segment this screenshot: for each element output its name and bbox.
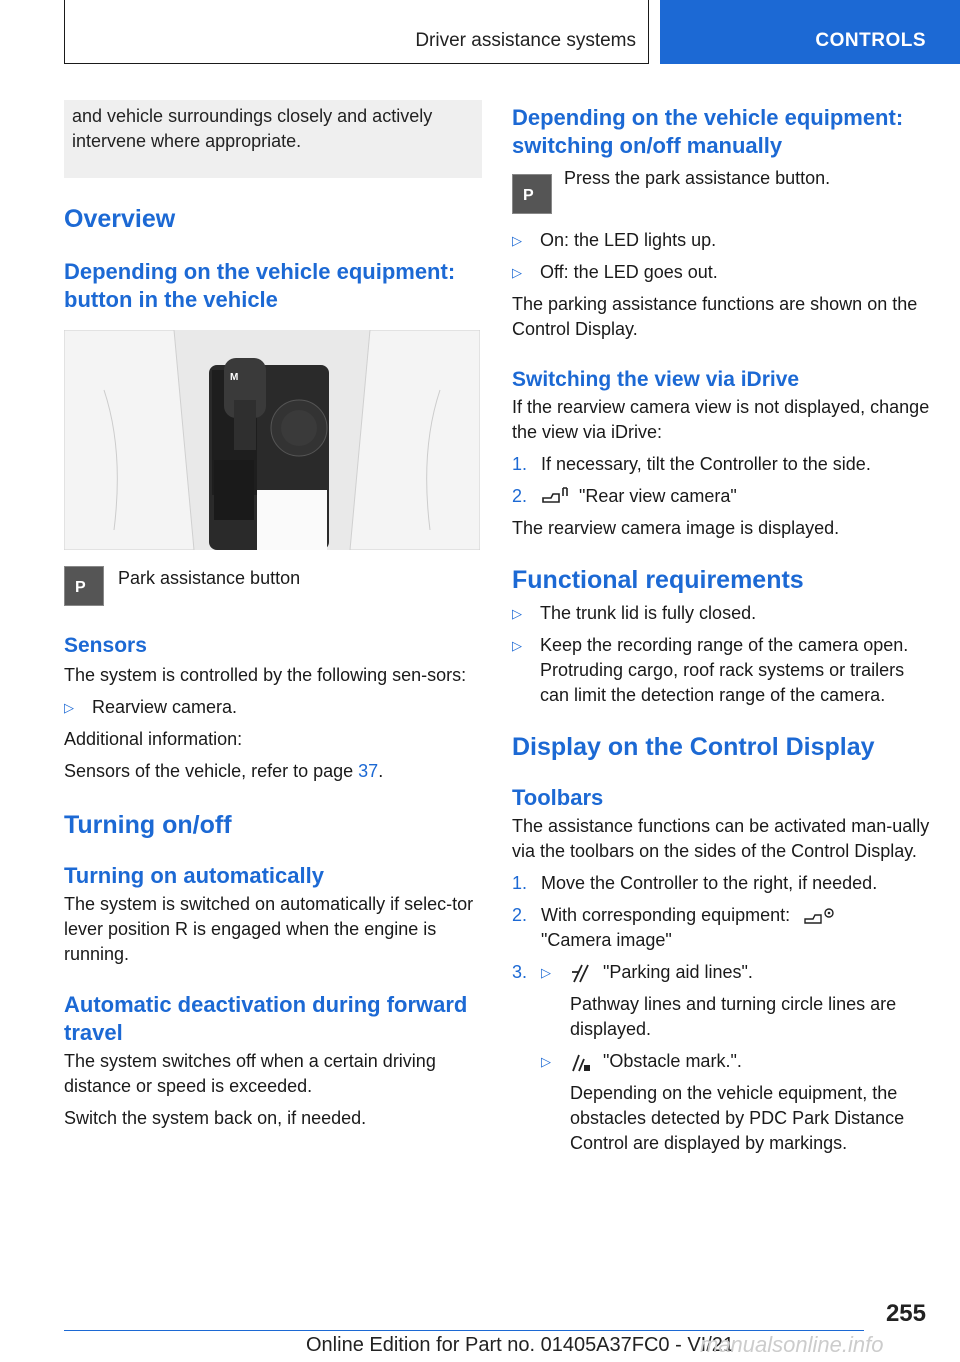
header-section-box [64,0,649,64]
step-number: 1. [512,454,528,474]
header-section-title: Driver assistance systems [415,30,636,51]
list-item [512,871,932,896]
page-number: 255 [885,1300,926,1327]
lines-description: Pathway lines and turning circle lines are displayed. [570,994,897,1039]
list-item [512,903,932,953]
svg-text:M: M [230,372,239,383]
triangle-bullet-icon: ▷ [512,638,522,653]
step-number: 2. [512,905,528,925]
list-item [512,633,932,708]
step-number: 1. [512,873,528,893]
watermark: manualsonline.info [700,1332,884,1357]
sensors-heading: Sensors [64,634,147,657]
list-item [512,601,932,626]
left-column [64,100,482,1131]
switch-view-text: If the rearview camera view is not displayed, change the view via iDrive: [512,397,930,442]
manual-heading: Depending on the vehicle equipment: switching on/off manually [512,105,904,158]
list-item [512,228,932,253]
center-console-image [64,330,480,550]
triangle-bullet-icon: ▷ [541,965,551,980]
park-button-caption-row [64,566,482,606]
list-item [512,452,932,477]
list-item [512,960,932,1156]
step-body [541,960,932,1156]
list-item [512,260,932,285]
rear-view-camera-icon [541,484,571,506]
park-assist-icon [512,174,552,214]
auto-text: The system is switched on automatically if selec-tor lever position R is engaged when the engine is running. [64,894,474,964]
requirement-text: Keep the recording range of the camera open. Protruding cargo, roof rack systems or trailers can limit the detection range of the camera. [540,635,909,705]
sub-item-body [570,1049,932,1156]
step-text: Move the Controller to the right, if needed. [541,873,878,893]
overview-heading: Overview [64,205,176,233]
press-text: Press the park assistance button. [564,168,831,188]
requirement-text: The trunk lid is fully closed. [540,603,757,623]
deactivation-heading: Automatic deactivation during forward travel [64,992,468,1045]
parking-aid-lines-text: "Parking aid lines". [603,962,753,982]
obstacle-description: Depending on the vehicle equipment, the obstacles detected by PDC Park Distance Control are displayed by markings. [570,1083,905,1153]
obstacle-mark-icon [570,1051,592,1073]
step-text-2: "Camera image" [541,930,672,950]
displayed-text: The rearview camera image is displayed. [512,518,840,538]
header-chapter-tab [660,0,960,64]
turning-heading: Turning on/off [64,811,232,839]
step-number: 2. [512,486,528,506]
press-button-row [512,168,932,214]
list-item [64,695,482,720]
step-number: 3. [512,962,528,982]
obstacle-text: "Obstacle mark.". [603,1051,742,1071]
deactivation-text: The system switches off when a certain driving distance or speed is exceeded. [64,1051,436,1096]
switch-view-heading: Switching the view via iDrive [512,368,800,391]
triangle-bullet-icon: ▷ [512,265,522,280]
header-chapter-title: CONTROLS [815,30,926,51]
right-column [512,104,932,1156]
sensors-item: Rearview camera. [92,697,238,717]
toolbars-heading: Toolbars [512,785,604,810]
park-assist-icon [64,566,104,606]
camera-settings-icon [803,905,837,927]
additional-info: Additional information: [64,729,243,749]
sensors-ref-text: Sensors of the vehicle, refer to page [64,761,359,781]
off-item: Off: the LED goes out. [540,262,718,282]
park-button-caption: Park assistance button [118,568,301,588]
center-console-illustration [64,330,480,550]
list-item [512,484,932,509]
on-item: On: the LED lights up. [540,230,717,250]
triangle-bullet-icon: ▷ [64,700,74,715]
step-text: With corresponding equipment: [541,905,791,925]
toolbars-text: The assistance functions can be activated man-ually via the toolbars on the sides of the Control Display. [512,816,930,861]
step-text: "Rear view camera" [579,486,737,506]
button-heading: Depending on the vehicle equipment: button in the vehicle [64,259,456,312]
step-text: If necessary, tilt the Controller to the side. [541,454,871,474]
note-text: and vehicle surroundings closely and actively intervene where appropriate. [72,106,433,151]
triangle-bullet-icon: ▷ [512,233,522,248]
requirements-heading: Functional requirements [512,566,804,594]
sub-list-item [541,960,932,1042]
footer-divider [64,1330,864,1331]
page-link-37[interactable]: 37 [358,761,379,781]
triangle-bullet-icon: ▷ [541,1054,551,1069]
sensors-ref-end: . [378,761,384,781]
triangle-bullet-icon: ▷ [512,606,522,621]
parking-aid-lines-icon [570,962,592,984]
switch-back-text: Switch the system back on, if needed. [64,1108,367,1128]
auto-heading: Turning on automatically [64,863,324,888]
step-body [541,903,837,953]
footer-edition: Online Edition for Part no. 01405A37FC0 - VI/21 [306,1334,735,1356]
sensors-text: The system is controlled by the following sen-sors: [64,665,467,685]
sensors-reference [64,759,482,784]
display-heading: Display on the Control Display [512,733,875,761]
shown-text: The parking assistance functions are shown on the Control Display. [512,294,918,339]
sub-item-body [570,960,932,1042]
note-box [64,100,482,178]
sub-list-item [541,1049,932,1156]
